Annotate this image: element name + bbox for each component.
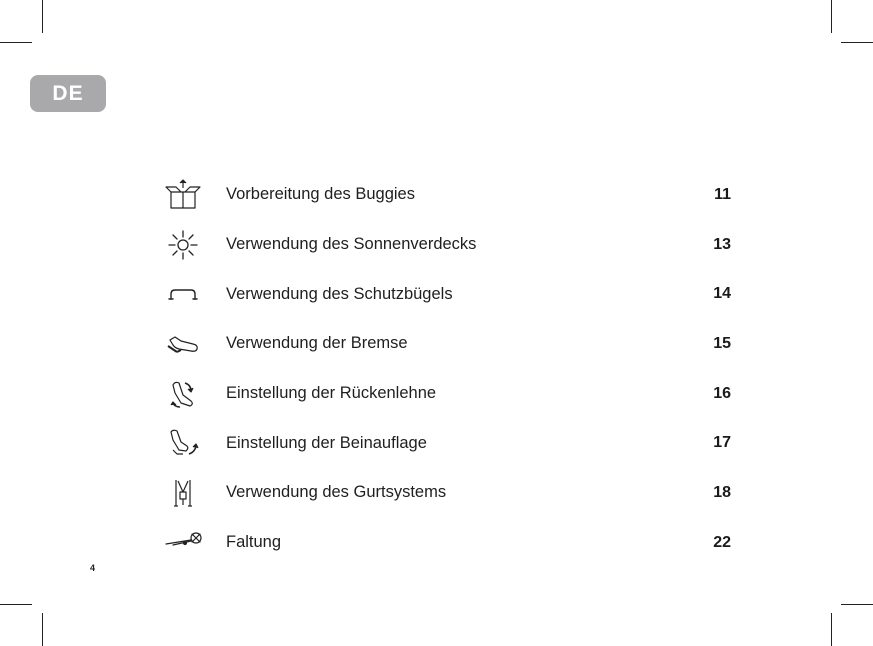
toc-label: Einstellung der Beinauflage	[226, 433, 427, 452]
toc-page-number: 14	[713, 285, 731, 303]
toc-page-number: 16	[713, 384, 731, 402]
toc-page-number: 18	[713, 483, 731, 501]
legrest-adjust-icon	[160, 423, 206, 463]
toc-page-number: 22	[713, 533, 731, 551]
foot-brake-icon	[160, 324, 206, 364]
page-number: 4	[90, 563, 96, 573]
toc-row-brake[interactable]	[160, 319, 735, 369]
crop-mark-top-left-vertical	[42, 0, 43, 33]
toc-page-number: 17	[713, 434, 731, 452]
toc-row-legrest[interactable]	[160, 418, 735, 468]
toc-label: Vorbereitung des Buggies	[226, 185, 415, 204]
toc-row-sun-canopy[interactable]	[160, 220, 735, 270]
crop-mark-bottom-left-vertical	[42, 613, 43, 646]
crop-mark-bottom-right-horizontal	[841, 604, 873, 605]
toc-page-number: 11	[714, 185, 731, 203]
toc-label: Verwendung des Gurtsystems	[226, 483, 447, 502]
toc-row-preparation[interactable]	[160, 170, 735, 220]
crop-mark-bottom-left-horizontal	[0, 604, 32, 605]
toc-page-number: 13	[713, 235, 731, 253]
toc-label: Verwendung der Bremse	[226, 334, 408, 353]
crop-mark-top-left-horizontal	[0, 42, 32, 43]
crop-mark-bottom-right-vertical	[831, 613, 832, 646]
toc-label: Verwendung des Schutzbügels	[226, 284, 453, 303]
toc-label: Faltung	[226, 533, 282, 552]
backrest-adjust-icon	[160, 374, 206, 414]
toc-row-folding[interactable]	[160, 518, 735, 568]
bumper-bar-icon	[160, 274, 206, 314]
toc-row-backrest[interactable]	[160, 369, 735, 419]
box-unpack-icon	[160, 175, 206, 215]
harness-icon	[160, 473, 206, 513]
sun-icon	[160, 225, 206, 265]
toc-label: Einstellung der Rückenlehne	[226, 384, 437, 403]
language-badge: DE	[30, 75, 106, 112]
crop-mark-top-right-vertical	[831, 0, 832, 33]
toc-label: Verwendung des Sonnenverdecks	[226, 235, 477, 254]
fold-icon	[160, 523, 206, 563]
table-of-contents	[160, 170, 735, 568]
toc-row-bumper-bar[interactable]	[160, 269, 735, 319]
crop-mark-top-right-horizontal	[841, 42, 873, 43]
toc-page-number: 15	[713, 334, 731, 352]
toc-row-harness[interactable]	[160, 468, 735, 518]
